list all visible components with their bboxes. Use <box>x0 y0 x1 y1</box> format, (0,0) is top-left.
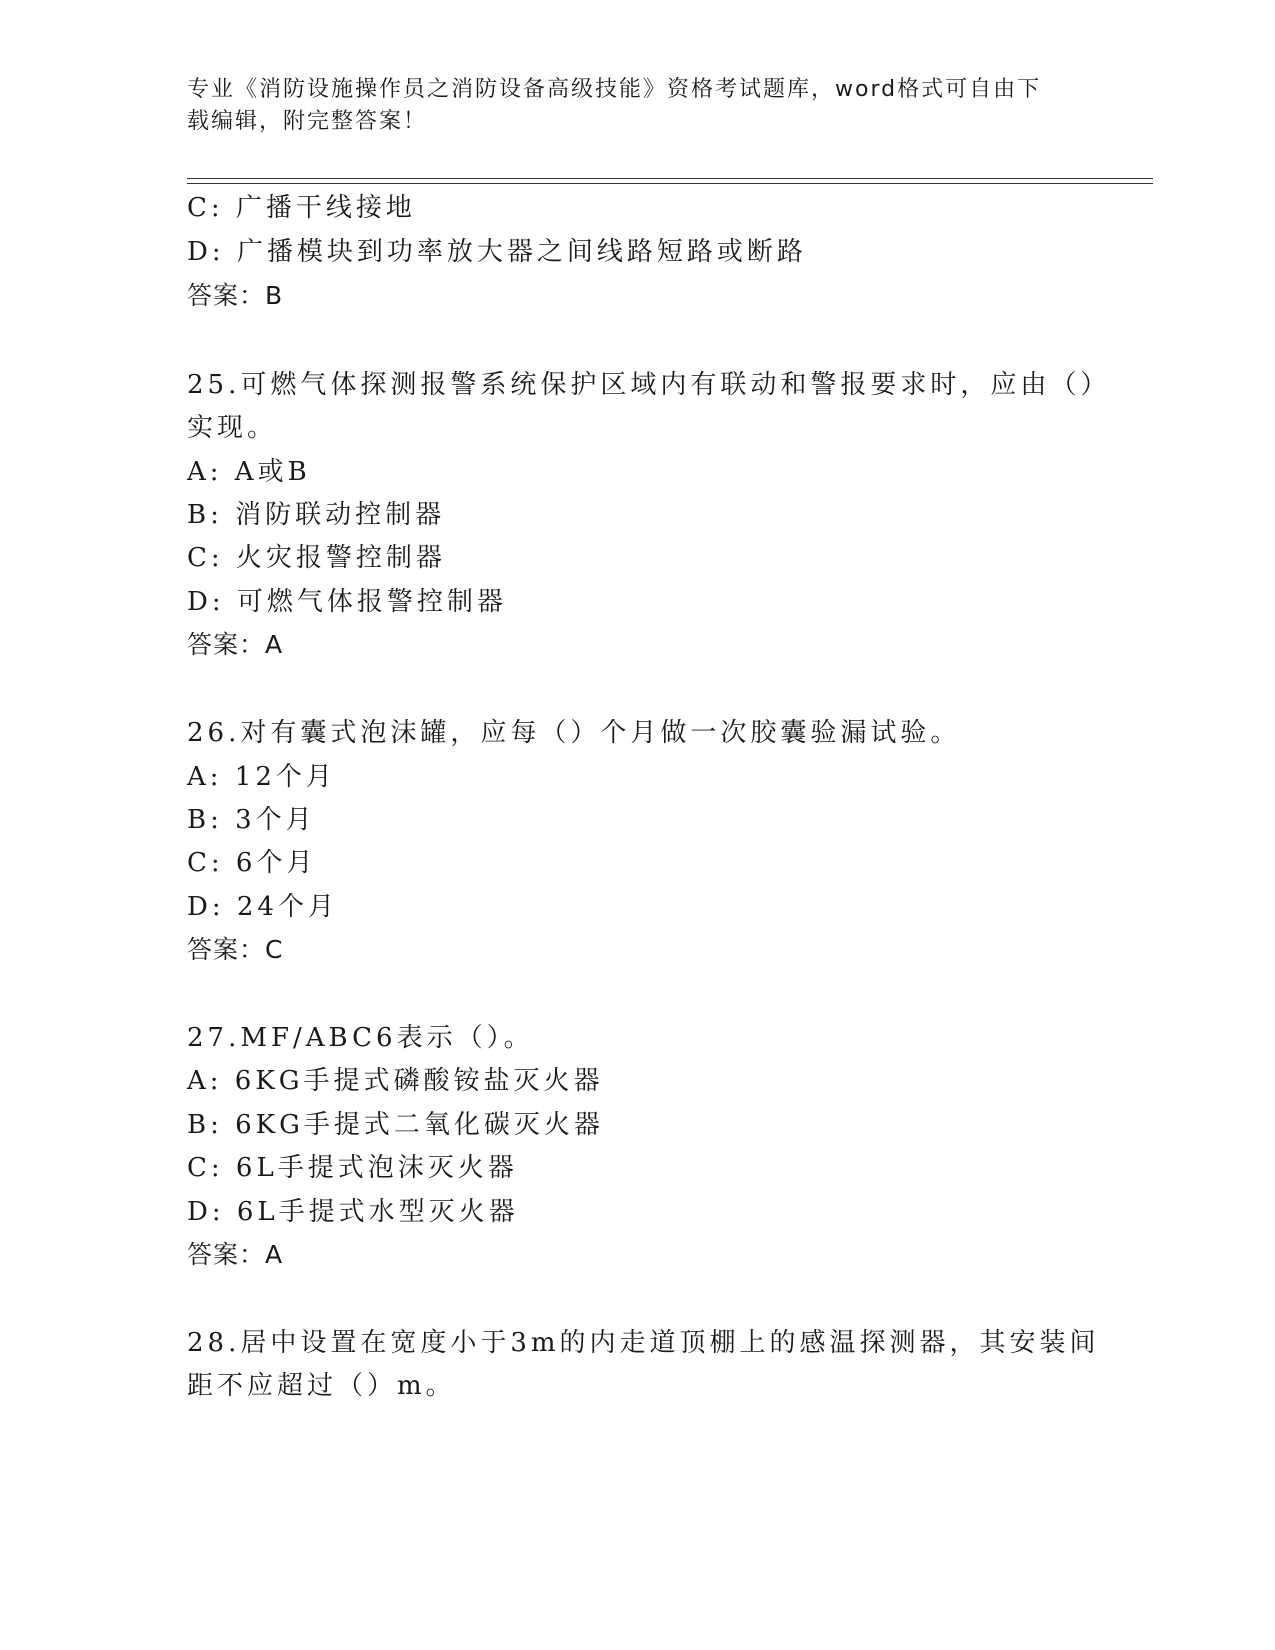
option-b: B: 6KG手提式二氧化碳灭火器 <box>187 1110 604 1140</box>
option-d: D: 24个月 <box>187 892 338 922</box>
option-c: C: 6L手提式泡沫灭火器 <box>187 1153 518 1183</box>
question-stem: 26.对有囊式泡沫罐，应每（）个月做一次胶囊验漏试验。 <box>187 718 961 748</box>
answer-line: 答案：A <box>187 630 284 659</box>
option-c: C: 广播干线接地 <box>187 193 416 223</box>
question-stem: 25.可燃气体探测报警系统保护区域内有联动和警报要求时，应由（） <box>187 370 1111 400</box>
answer-line: 答案：C <box>187 935 284 964</box>
option-d: D: 广播模块到功率放大器之间线路短路或断路 <box>187 237 807 267</box>
option-b: B: 消防联动控制器 <box>187 500 446 530</box>
header-line-2: 载编辑，附完整答案！ <box>187 109 428 134</box>
option-c: C: 6个月 <box>187 848 317 878</box>
header-line-1: 专业《消防设施操作员之消防设备高级技能》资格考试题库，word格式可自由下 <box>187 77 1042 102</box>
document-header <box>187 74 1087 138</box>
option-a: A: 6KG手提式磷酸铵盐灭火器 <box>187 1066 604 1096</box>
option-a: A: 12个月 <box>187 762 336 792</box>
question-stem: 28.居中设置在宽度小于3m的内走道顶棚上的感温探测器，其安装间 <box>187 1328 1100 1358</box>
header-divider-bottom <box>187 183 1153 184</box>
option-d: D: 6L手提式水型灭火器 <box>187 1197 519 1227</box>
question-stem-continued: 距不应超过（）m。 <box>187 1371 456 1401</box>
answer-line: 答案：A <box>187 1240 284 1269</box>
header-divider-top <box>187 178 1153 179</box>
question-stem: 27.MF/ABC6表示（）。 <box>187 1023 534 1053</box>
answer-line: 答案：B <box>187 281 284 310</box>
option-a: A: A或B <box>187 457 311 487</box>
option-b: B: 3个月 <box>187 805 316 835</box>
option-d: D: 可燃气体报警控制器 <box>187 587 507 617</box>
option-c: C: 火灾报警控制器 <box>187 543 446 573</box>
question-stem-continued: 实现。 <box>187 413 278 443</box>
